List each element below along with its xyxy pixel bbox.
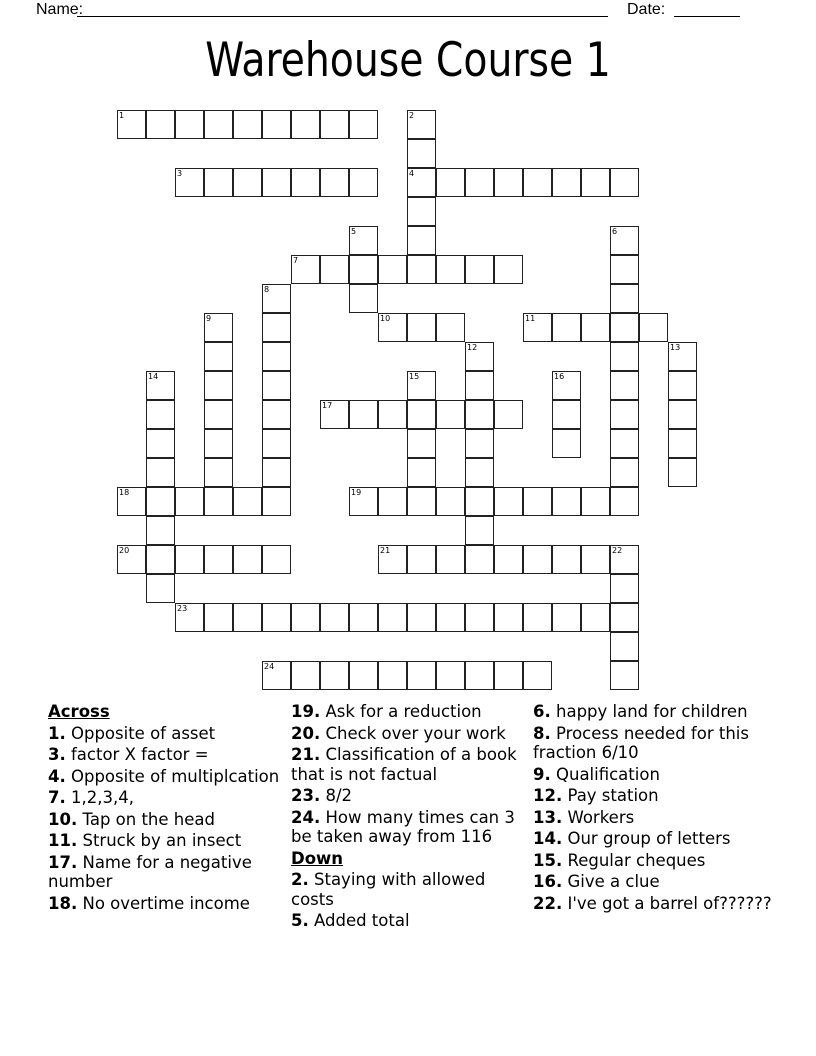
grid-cell[interactable] [349, 168, 378, 197]
grid-cell[interactable] [581, 313, 610, 342]
grid-cell[interactable] [349, 284, 378, 313]
clue-number: 4 [409, 169, 415, 178]
grid-cell[interactable] [233, 110, 262, 139]
clue-text: Name for a negative number [48, 852, 252, 891]
grid-cell[interactable] [668, 371, 697, 400]
grid-cell[interactable] [175, 545, 204, 574]
clue-item [48, 894, 288, 914]
clue-number: 5 [351, 227, 357, 236]
grid-cell[interactable] [320, 400, 349, 429]
clue-text: Pay station [562, 786, 659, 805]
name-date-header [0, 0, 816, 22]
clue-item [291, 911, 531, 931]
grid-cell[interactable] [581, 545, 610, 574]
clue-text: Qualification [550, 764, 660, 784]
grid-cell[interactable] [610, 429, 639, 458]
grid-cell[interactable] [320, 661, 349, 690]
grid-cell[interactable] [465, 458, 494, 487]
clue-item [48, 810, 288, 830]
grid-cell[interactable] [523, 545, 552, 574]
grid-cell[interactable] [610, 574, 639, 603]
grid-cell[interactable] [465, 342, 494, 371]
grid-cell[interactable] [291, 661, 320, 690]
clue-item [291, 745, 531, 784]
grid-cell[interactable] [204, 458, 233, 487]
clue-number: 8. [533, 723, 551, 743]
grid-cell[interactable] [204, 429, 233, 458]
grid-cell[interactable] [146, 429, 175, 458]
clue-text: Tap on the head [77, 809, 215, 829]
grid-cell[interactable] [610, 545, 639, 574]
grid-cell[interactable] [291, 110, 320, 139]
clue-text: Struck by an insect [77, 831, 242, 850]
clue-text: Workers [562, 807, 635, 827]
grid-cell[interactable] [320, 255, 349, 284]
grid-cell[interactable] [378, 545, 407, 574]
clue-number: 20. [291, 723, 321, 743]
clue-number: 22 [612, 546, 623, 555]
clue-item [291, 724, 531, 744]
clue-number: 1 [119, 111, 125, 120]
clue-item [533, 786, 773, 806]
clue-item [48, 853, 288, 892]
clue-number: 3. [48, 745, 66, 764]
grid-cell[interactable] [204, 110, 233, 139]
grid-cell[interactable] [610, 371, 639, 400]
grid-cell[interactable] [610, 487, 639, 516]
clue-number: 19 [351, 488, 362, 497]
clue-number: 15. [533, 850, 563, 870]
grid-cell[interactable] [407, 487, 436, 516]
grid-cell[interactable] [436, 545, 465, 574]
clue-number: 6. [533, 702, 551, 721]
clue-item [48, 767, 288, 787]
grid-cell[interactable] [552, 429, 581, 458]
clue-number: 2 [409, 111, 415, 120]
name-label: Name: [36, 1, 84, 18]
grid-cell[interactable] [581, 487, 610, 516]
clue-item [533, 808, 773, 828]
grid-cell[interactable] [378, 603, 407, 632]
grid-cell[interactable] [349, 226, 378, 255]
grid-cell[interactable] [581, 603, 610, 632]
grid-cell[interactable] [639, 313, 668, 342]
grid-cell[interactable] [610, 458, 639, 487]
grid-cell[interactable] [523, 603, 552, 632]
clue-number: 14. [533, 829, 563, 848]
grid-cell[interactable] [610, 226, 639, 255]
grid-cell[interactable] [233, 168, 262, 197]
grid-cell[interactable] [320, 110, 349, 139]
clue-number: 13. [533, 807, 563, 827]
grid-cell[interactable] [436, 168, 465, 197]
clue-text: Process needed for this fraction 6/10 [533, 723, 749, 762]
clue-number: 19. [291, 702, 321, 721]
grid-cell[interactable] [494, 603, 523, 632]
grid-cell[interactable] [204, 313, 233, 342]
grid-cell[interactable] [523, 313, 552, 342]
grid-cell[interactable] [436, 400, 465, 429]
grid-cell[interactable] [407, 226, 436, 255]
grid-cell[interactable] [204, 603, 233, 632]
clues-column-3 [533, 702, 773, 915]
clue-number: 12 [467, 343, 478, 352]
grid-cell[interactable] [146, 574, 175, 603]
name-field-line[interactable] [77, 16, 608, 17]
clue-text: Give a clue [562, 872, 660, 891]
clue-text: Ask for a reduction [320, 702, 482, 721]
clue-number: 5. [291, 911, 309, 930]
grid-cell[interactable] [407, 110, 436, 139]
clue-text: I've got a barrel of?????? [562, 893, 772, 913]
grid-cell[interactable] [117, 545, 146, 574]
grid-cell[interactable] [349, 661, 378, 690]
grid-cell[interactable] [668, 400, 697, 429]
grid-cell[interactable] [407, 661, 436, 690]
grid-cell[interactable] [146, 516, 175, 545]
clue-number: 23. [291, 786, 321, 805]
clue-text: Added total [308, 911, 410, 930]
grid-cell[interactable] [610, 168, 639, 197]
clue-number: 24. [291, 807, 321, 827]
grid-cell[interactable] [610, 313, 639, 342]
grid-cell[interactable] [320, 168, 349, 197]
grid-cell[interactable] [320, 603, 349, 632]
grid-cell[interactable] [378, 487, 407, 516]
grid-cell[interactable] [349, 603, 378, 632]
clue-number: 1. [48, 723, 66, 743]
clue-number: 13 [670, 343, 681, 352]
grid-cell[interactable] [552, 487, 581, 516]
clue-item [533, 724, 773, 763]
grid-cell[interactable] [407, 255, 436, 284]
clue-number: 6 [612, 227, 618, 236]
clue-number: 7 [293, 256, 299, 265]
clue-text: 1,2,3,4, [65, 788, 134, 807]
grid-cell[interactable] [233, 545, 262, 574]
grid-cell[interactable] [436, 313, 465, 342]
clue-item [533, 851, 773, 871]
grid-cell[interactable] [610, 342, 639, 371]
grid-cell[interactable] [436, 255, 465, 284]
down-heading: Down [291, 848, 344, 868]
clue-number: 3 [177, 169, 183, 178]
grid-cell[interactable] [668, 429, 697, 458]
clue-text: Classification of a book that is not factual [291, 745, 517, 784]
grid-cell[interactable] [262, 400, 291, 429]
grid-cell[interactable] [349, 255, 378, 284]
grid-cell[interactable] [262, 342, 291, 371]
clue-number: 15 [409, 372, 420, 381]
grid-cell[interactable] [465, 661, 494, 690]
clue-number: 10 [380, 314, 391, 323]
clue-item [291, 808, 531, 847]
grid-cell[interactable] [465, 516, 494, 545]
grid-cell[interactable] [175, 168, 204, 197]
grid-cell[interactable] [262, 168, 291, 197]
grid-cell[interactable] [349, 400, 378, 429]
grid-cell[interactable] [581, 168, 610, 197]
clue-number: 11. [48, 831, 78, 850]
clue-number: 8 [264, 285, 270, 294]
clue-text: 8/2 [320, 786, 353, 805]
clue-item [48, 831, 288, 851]
grid-cell[interactable] [146, 371, 175, 400]
grid-cell[interactable] [523, 661, 552, 690]
clue-item [48, 788, 288, 808]
grid-cell[interactable] [378, 661, 407, 690]
grid-cell[interactable] [262, 487, 291, 516]
grid-cell[interactable] [204, 487, 233, 516]
grid-cell[interactable] [146, 400, 175, 429]
grid-cell[interactable] [146, 110, 175, 139]
clue-number: 2. [291, 870, 309, 889]
grid-cell[interactable] [146, 545, 175, 574]
clue-text: Regular cheques [562, 850, 706, 870]
grid-cell[interactable] [494, 168, 523, 197]
clue-item [291, 870, 531, 909]
grid-cell[interactable] [436, 603, 465, 632]
clue-text: How many times can 3 be taken away from 116 [291, 807, 515, 846]
grid-cell[interactable] [262, 313, 291, 342]
clue-number: 16 [554, 372, 565, 381]
grid-cell[interactable] [494, 661, 523, 690]
grid-cell[interactable] [378, 313, 407, 342]
grid-cell[interactable] [407, 603, 436, 632]
grid-cell[interactable] [204, 545, 233, 574]
clue-text: No overtime income [77, 893, 250, 913]
clue-number: 21. [291, 745, 321, 764]
clue-number: 21 [380, 546, 391, 555]
clue-text: happy land for children [550, 702, 748, 721]
grid-cell[interactable] [668, 342, 697, 371]
grid-cell[interactable] [610, 661, 639, 690]
grid-cell[interactable] [146, 458, 175, 487]
clue-item [533, 894, 773, 914]
clue-number: 17 [322, 401, 333, 410]
grid-cell[interactable] [262, 545, 291, 574]
date-field-line[interactable] [674, 16, 740, 17]
clue-number: 22. [533, 893, 563, 913]
clue-text: Staying with allowed costs [291, 870, 486, 909]
grid-cell[interactable] [262, 284, 291, 313]
grid-cell[interactable] [262, 429, 291, 458]
clue-number: 9. [533, 764, 551, 784]
clue-text: factor X factor = [65, 745, 209, 764]
grid-cell[interactable] [349, 487, 378, 516]
grid-cell[interactable] [436, 661, 465, 690]
grid-cell[interactable] [407, 458, 436, 487]
clue-text: Opposite of asset [65, 723, 216, 743]
grid-cell[interactable] [407, 139, 436, 168]
grid-cell[interactable] [407, 429, 436, 458]
grid-cell[interactable] [552, 545, 581, 574]
clue-number: 24 [264, 662, 275, 671]
grid-cell[interactable] [291, 603, 320, 632]
grid-cell[interactable] [407, 168, 436, 197]
grid-cell[interactable] [668, 458, 697, 487]
grid-cell[interactable] [610, 632, 639, 661]
grid-cell[interactable] [204, 400, 233, 429]
grid-cell[interactable] [291, 255, 320, 284]
clue-number: 10. [48, 809, 78, 829]
grid-cell[interactable] [465, 487, 494, 516]
grid-cell[interactable] [610, 284, 639, 313]
grid-cell[interactable] [407, 313, 436, 342]
grid-cell[interactable] [204, 371, 233, 400]
grid-cell[interactable] [552, 400, 581, 429]
grid-cell[interactable] [233, 603, 262, 632]
grid-cell[interactable] [552, 168, 581, 197]
clue-text: Check over your work [320, 723, 506, 743]
grid-cell[interactable] [146, 487, 175, 516]
crossword-grid [117, 110, 717, 710]
clue-number: 7. [48, 788, 66, 807]
grid-cell[interactable] [523, 168, 552, 197]
grid-cell[interactable] [175, 110, 204, 139]
grid-cell[interactable] [552, 313, 581, 342]
grid-cell[interactable] [465, 429, 494, 458]
grid-cell[interactable] [175, 603, 204, 632]
clue-item [533, 702, 773, 722]
clue-item [533, 872, 773, 892]
grid-cell[interactable] [610, 255, 639, 284]
grid-cell[interactable] [610, 603, 639, 632]
clue-number: 4. [48, 766, 66, 786]
grid-cell[interactable] [494, 255, 523, 284]
grid-cell[interactable] [117, 110, 146, 139]
grid-cell[interactable] [291, 168, 320, 197]
clue-number: 16. [533, 872, 563, 891]
grid-cell[interactable] [407, 197, 436, 226]
grid-cell[interactable] [465, 255, 494, 284]
clue-text: Our group of letters [562, 829, 731, 848]
grid-cell[interactable] [523, 487, 552, 516]
grid-cell[interactable] [465, 603, 494, 632]
clues-column-2 [291, 702, 531, 933]
grid-cell[interactable] [175, 487, 204, 516]
grid-cell[interactable] [262, 661, 291, 690]
grid-cell[interactable] [552, 371, 581, 400]
page-title: Warehouse Course 1 [205, 33, 611, 88]
grid-cell[interactable] [436, 487, 465, 516]
across-heading: Across [48, 702, 110, 721]
clue-item [291, 786, 531, 806]
grid-cell[interactable] [117, 487, 146, 516]
grid-cell[interactable] [494, 545, 523, 574]
clue-number: 18 [119, 488, 130, 497]
clue-number: 20 [119, 546, 130, 555]
grid-cell[interactable] [349, 110, 378, 139]
grid-cell[interactable] [465, 400, 494, 429]
grid-cell[interactable] [465, 168, 494, 197]
clue-item [291, 702, 531, 722]
grid-cell[interactable] [262, 110, 291, 139]
clue-item [533, 765, 773, 785]
grid-cell[interactable] [262, 603, 291, 632]
clue-number: 11 [525, 314, 536, 323]
grid-cell[interactable] [204, 168, 233, 197]
grid-cell[interactable] [494, 400, 523, 429]
clue-number: 18. [48, 893, 78, 913]
grid-cell[interactable] [233, 487, 262, 516]
clues-column-1 [48, 702, 288, 915]
grid-cell[interactable] [262, 371, 291, 400]
grid-cell[interactable] [465, 545, 494, 574]
grid-cell[interactable] [552, 603, 581, 632]
clue-item [48, 724, 288, 744]
grid-cell[interactable] [262, 458, 291, 487]
grid-cell[interactable] [378, 255, 407, 284]
clue-number: 14 [148, 372, 159, 381]
grid-cell[interactable] [407, 400, 436, 429]
grid-cell[interactable] [407, 371, 436, 400]
grid-cell[interactable] [378, 400, 407, 429]
clue-number: 12. [533, 786, 563, 805]
grid-cell[interactable] [204, 342, 233, 371]
clue-number: 17. [48, 852, 78, 872]
clue-item [48, 745, 288, 765]
date-label: Date: [627, 1, 666, 18]
grid-cell[interactable] [407, 545, 436, 574]
clue-text: Opposite of multiplcation [65, 766, 280, 786]
grid-cell[interactable] [610, 400, 639, 429]
clue-number: 9 [206, 314, 212, 323]
grid-cell[interactable] [465, 371, 494, 400]
grid-cell[interactable] [494, 487, 523, 516]
clue-item [533, 829, 773, 849]
clue-number: 23 [177, 604, 188, 613]
